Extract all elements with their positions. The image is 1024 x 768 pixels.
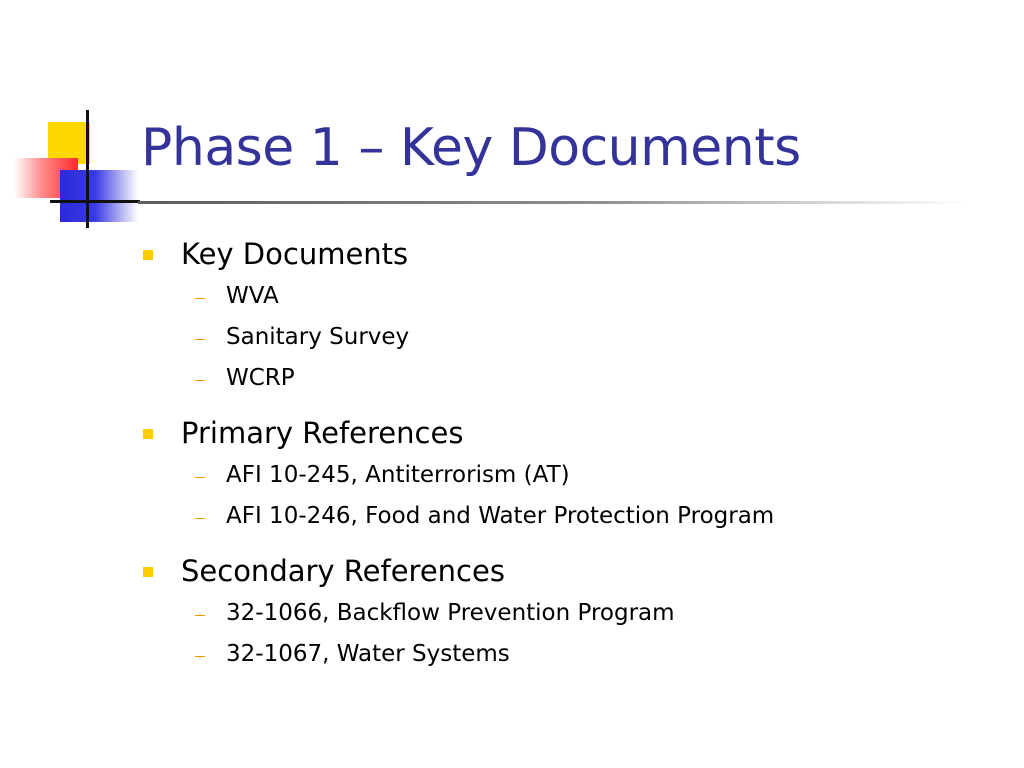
sub-bullet-item <box>142 593 1002 634</box>
sub-bullet-text: WCRP <box>226 365 295 391</box>
bullet-text: Primary References <box>181 416 464 450</box>
dash-bullet-icon <box>195 615 205 616</box>
square-bullet-icon <box>143 429 153 439</box>
bullet-item <box>142 232 1002 276</box>
square-bullet-icon <box>143 567 153 577</box>
sub-bullet-item <box>142 455 1002 496</box>
sub-bullet-item <box>142 634 1002 675</box>
bullet-text: Secondary References <box>181 554 505 588</box>
dash-bullet-icon <box>195 298 205 299</box>
sub-bullet-text: AFI 10-246, Food and Water Protection Program <box>226 503 775 529</box>
decorative-squares-logo <box>0 100 150 240</box>
bullet-item <box>142 411 1002 455</box>
bullet-item <box>142 549 1002 593</box>
dash-bullet-icon <box>195 518 205 519</box>
sub-bullet-item <box>142 496 1002 537</box>
slide-body <box>142 232 1002 687</box>
logo-blue-square <box>60 170 138 222</box>
square-bullet-icon <box>143 250 153 260</box>
title-underline <box>138 201 968 204</box>
logo-horizontal-line <box>50 200 140 203</box>
sub-bullet-item <box>142 358 1002 399</box>
sub-bullet-text: 32-1066, Backflow Prevention Program <box>226 600 675 626</box>
section-key-documents <box>142 232 1002 399</box>
sub-bullet-item <box>142 276 1002 317</box>
dash-bullet-icon <box>195 380 205 381</box>
sub-bullet-text: Sanitary Survey <box>226 324 410 350</box>
bullet-text: Key Documents <box>181 237 409 271</box>
dash-bullet-icon <box>195 477 205 478</box>
logo-vertical-line <box>86 110 89 228</box>
section-primary-references <box>142 411 1002 537</box>
sub-bullet-item <box>142 317 1002 358</box>
slide-title: Phase 1 – Key Documents <box>141 118 801 178</box>
sub-bullet-text: WVA <box>226 283 279 309</box>
dash-bullet-icon <box>195 656 205 657</box>
sub-bullet-text: AFI 10-245, Antiterrorism (AT) <box>226 462 570 488</box>
section-secondary-references <box>142 549 1002 675</box>
sub-bullet-text: 32-1067, Water Systems <box>226 641 510 667</box>
dash-bullet-icon <box>195 339 205 340</box>
